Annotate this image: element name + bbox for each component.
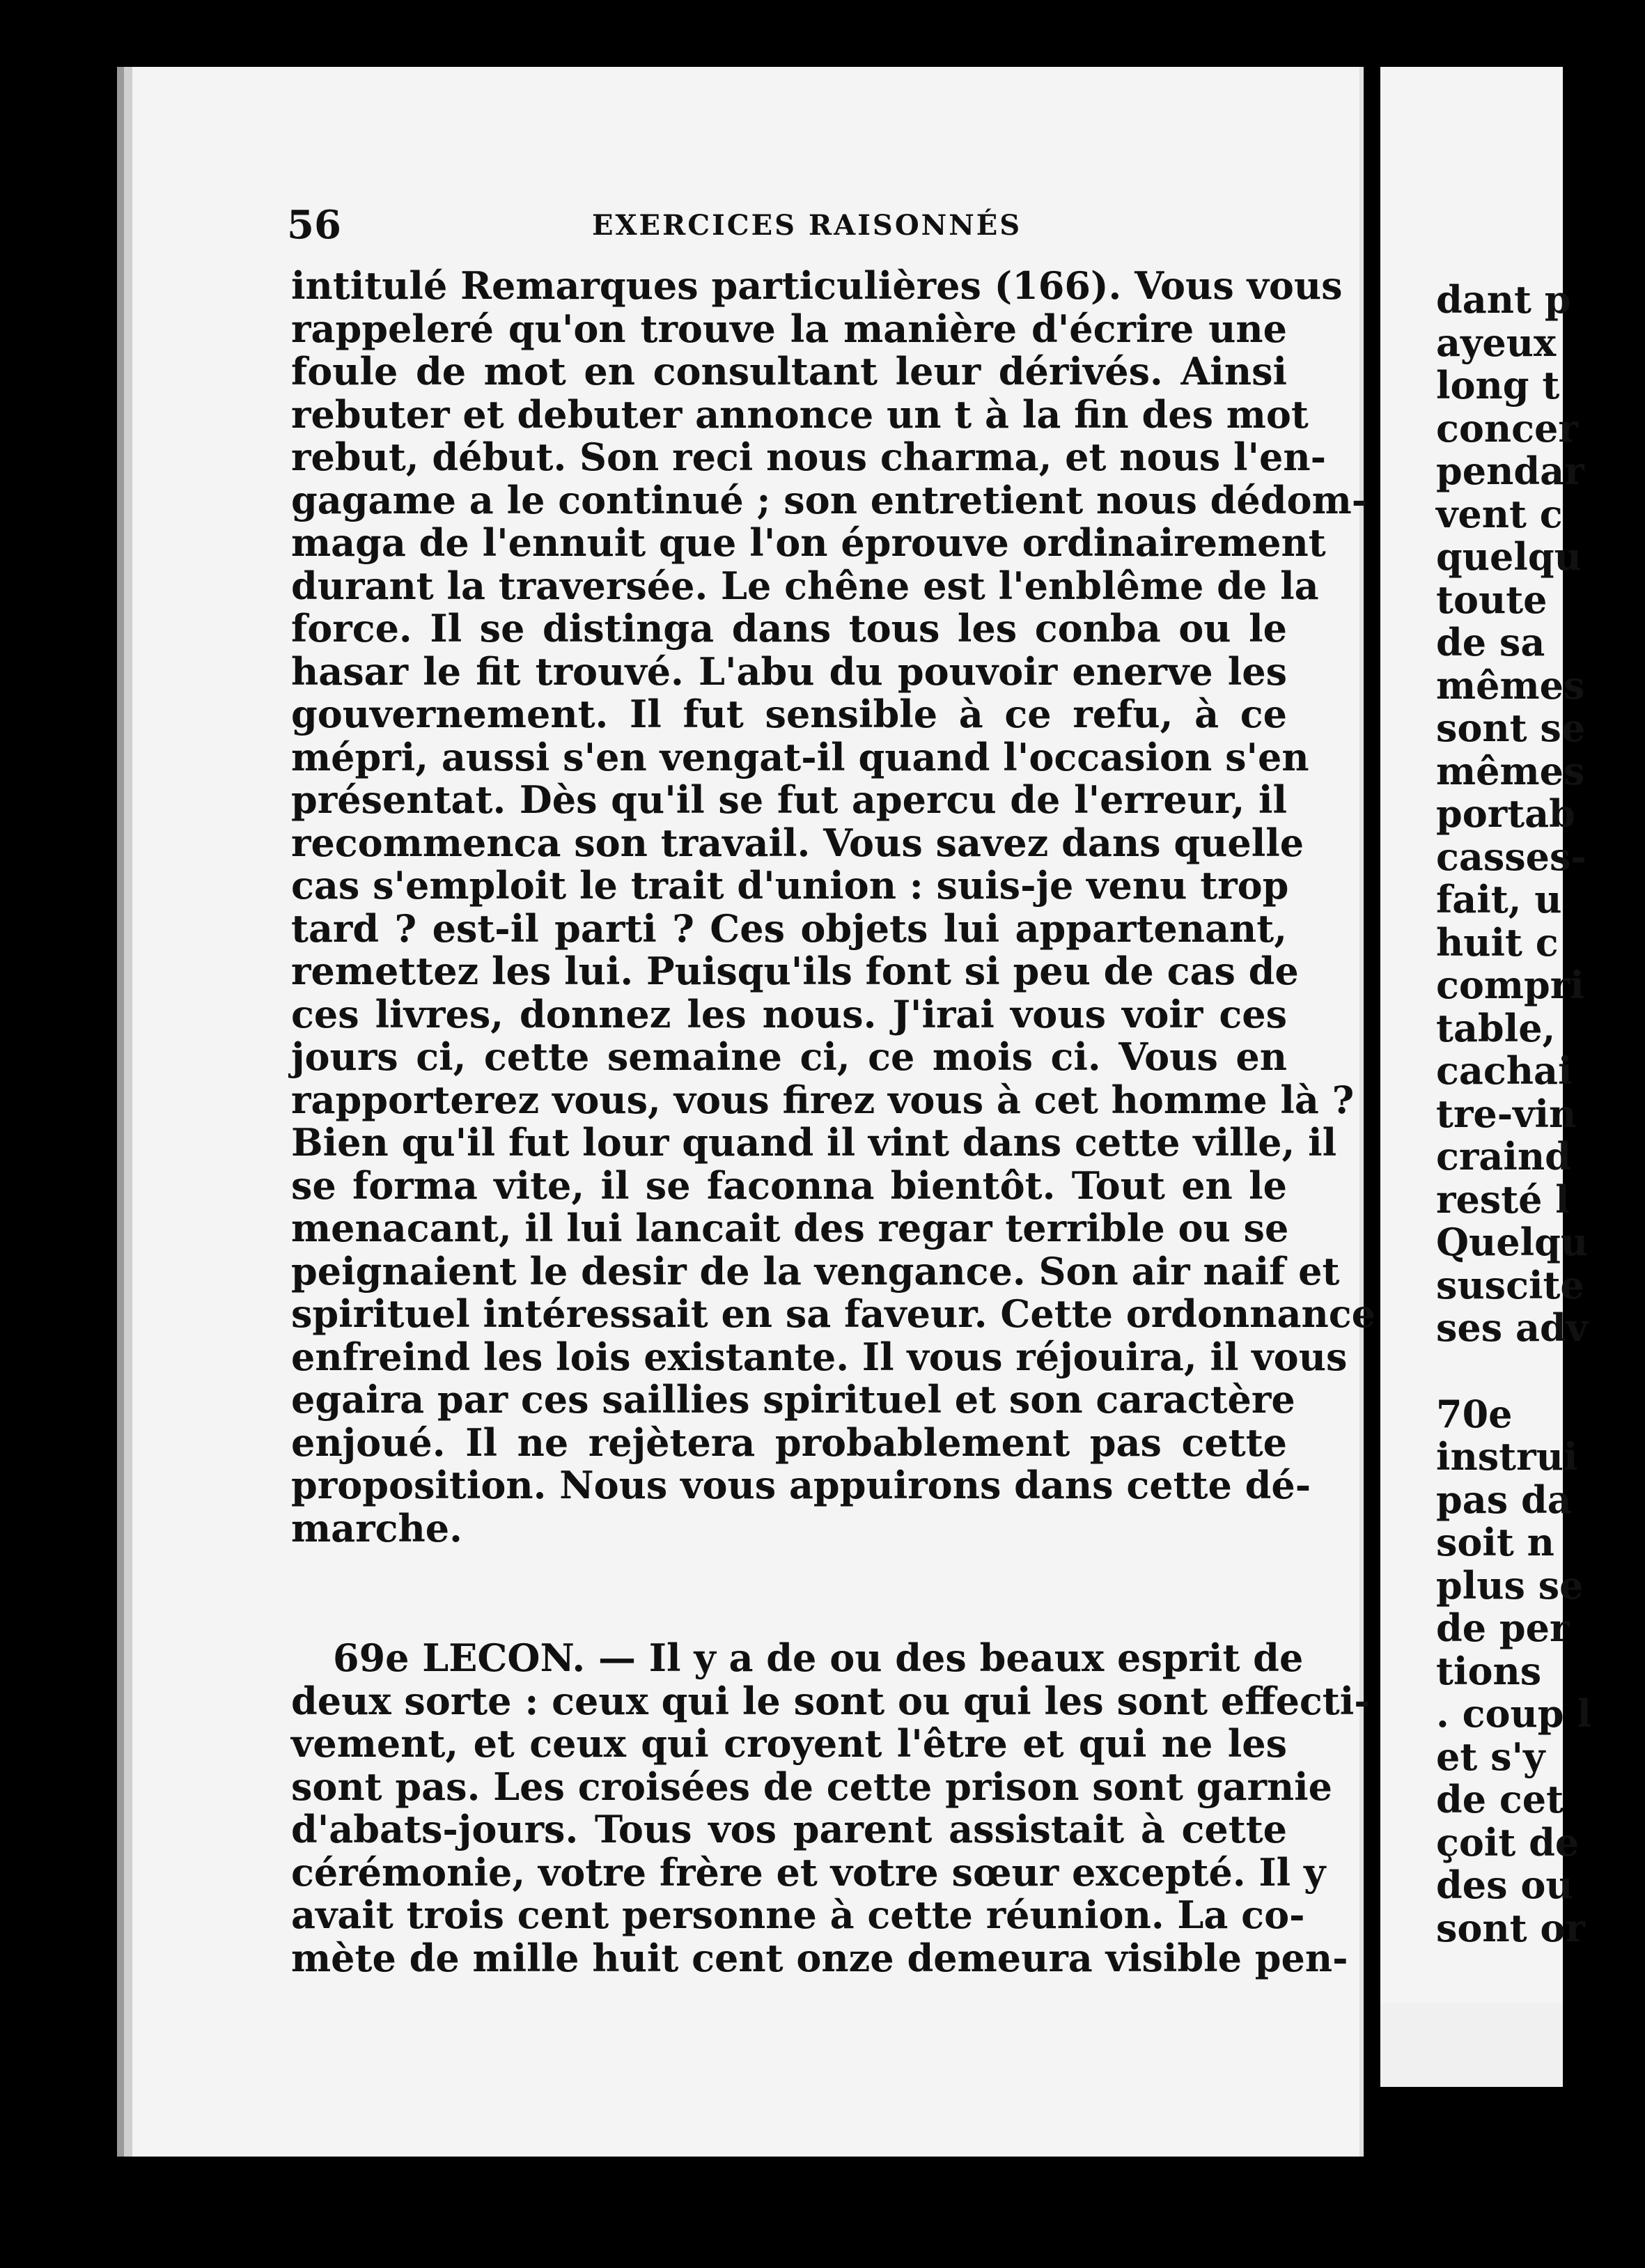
text-line: mète de mille huit cent onze demeura visible pen-: [291, 1935, 1348, 1980]
right-text-line: fait, u: [1436, 877, 1562, 922]
text-line: cérémonie, votre frère et votre sœur excepté. Il y: [291, 1849, 1326, 1895]
text-line: foule de mot en consultant leur dérivés. Ainsi: [291, 349, 1287, 394]
text-line: se forma vite, il se faconna bientôt. Tout en le: [291, 1163, 1287, 1208]
right-text-line: toute: [1436, 577, 1547, 622]
text-line: menacant, il lui lancait des regar terrible ou se: [291, 1206, 1289, 1250]
right-text-line: sont se: [1436, 706, 1586, 750]
right-text-line: dant p: [1436, 277, 1571, 322]
running-title: EXERCICES RAISONNÉS: [592, 209, 1022, 242]
text-line: rebuter et debuter annonce un t à la fin des mot: [291, 391, 1309, 437]
right-page-margin: [1380, 2003, 1563, 2087]
text-line: rappeleré qu'on trouve la manière d'écrire une: [291, 306, 1287, 351]
text-line: gagame a le continué ; son entretient nous dédom-: [291, 477, 1368, 522]
right-text-line: concer: [1436, 405, 1578, 451]
right-text-line: compri: [1436, 963, 1584, 1007]
right-text-line: tions: [1436, 1648, 1542, 1693]
text-line: gouvernement. Il fut sensible à ce refu, à ce: [291, 692, 1287, 736]
right-text-line: . coup l: [1436, 1691, 1591, 1736]
right-text-line: ses adv: [1436, 1305, 1589, 1350]
main-text-block: [291, 263, 1375, 1980]
text-line: deux sorte : ceux qui le sont ou qui les sont effecti-: [291, 1678, 1370, 1723]
right-text-line: tre-vin: [1436, 1091, 1577, 1136]
right-text-line: mêmes: [1436, 748, 1585, 793]
text-line: enjoué. Il ne rejètera probablement pas cette: [291, 1420, 1287, 1465]
text-line: maga de l'ennuit que l'on éprouve ordinairement: [291, 520, 1326, 565]
right-text-line: huit c: [1436, 919, 1559, 965]
text-line: proposition. Nous vous appuirons dans cette dé-: [291, 1463, 1311, 1507]
paragraph-gap: [1436, 1350, 1645, 1393]
text-line: peignaient le desir de la vengance. Son air naif et: [291, 1248, 1340, 1294]
right-text-line: çoit de: [1436, 1819, 1580, 1865]
right-text-line: ayeux: [1436, 320, 1557, 365]
right-text-line: mêmes: [1436, 662, 1585, 708]
text-line: rapporterez vous, vous firez vous à cet homme là ?: [291, 1077, 1355, 1122]
lesson-heading-line: 69e LECON. — Il y a de ou des beaux esprit de: [333, 1636, 1304, 1680]
text-line: avait trois cent personne à cette réunion. La co-: [291, 1893, 1305, 1937]
right-text-line: resté l: [1436, 1176, 1570, 1222]
text-line: sont pas. Les croisées de cette prison sont garnie: [291, 1764, 1333, 1809]
page-number: 56: [287, 202, 341, 248]
text-line: hasar le fit trouvé. L'abu du pouvoir enerve les: [291, 648, 1287, 694]
right-text-line: de per: [1436, 1606, 1570, 1650]
right-text-line: pendar: [1436, 449, 1584, 493]
right-text-line: suscite: [1436, 1262, 1584, 1307]
text-line: cas s'emploit le trait d'union : suis-je venu trop: [291, 863, 1289, 908]
right-text-line: des ou: [1436, 1863, 1573, 1907]
text-line: durant la traversée. Le chêne est l'enblême de la: [291, 563, 1319, 608]
right-text-line: de cet: [1436, 1777, 1564, 1822]
text-line: mépri, aussi s'en vengat-il quand l'occasion s'en: [291, 734, 1309, 779]
right-text-line: casses-: [1436, 834, 1586, 879]
right-text-line: cachai: [1436, 1048, 1573, 1093]
text-line: ces livres, donnez les nous. J'irai vous voir ces: [291, 991, 1287, 1036]
text-line: Bien qu'il fut lour quand il vint dans cette ville, il: [291, 1120, 1337, 1165]
right-text-line: vent c: [1436, 491, 1563, 536]
text-line: vement, et ceux qui croyent l'être et qui ne les: [291, 1721, 1287, 1766]
text-line: jours ci, cette semaine ci, ce mois ci. Vous en: [291, 1034, 1287, 1079]
running-head: [287, 202, 1297, 248]
right-text-line: instrui: [1436, 1434, 1578, 1479]
text-line: remettez les lui. Puisqu'ils font si peu de cas de: [291, 949, 1299, 993]
text-line: spirituel intéressait en sa faveur. Cette ordonnance: [291, 1291, 1375, 1336]
right-text-line: soit n: [1436, 1520, 1554, 1564]
text-line: egaira par ces saillies spirituel et son caractère: [291, 1377, 1295, 1422]
right-text-line: long t: [1436, 363, 1560, 407]
paragraph-gap: [291, 1550, 1287, 1637]
right-page-text: [1436, 279, 1645, 1950]
text-line: présentat. Dès qu'il se fut apercu de l'erreur, il: [291, 777, 1287, 822]
text-line: intitulé Remarques particulières (166). Vous vous: [291, 263, 1343, 308]
text-line: recommenca son travail. Vous savez dans quelle: [291, 820, 1304, 865]
right-text-line: table,: [1436, 1005, 1556, 1050]
right-text-line: portab: [1436, 791, 1575, 836]
right-text-line: pas da: [1436, 1477, 1572, 1522]
right-text-line: quelqu: [1436, 534, 1582, 579]
right-text-line: et s'y: [1436, 1734, 1545, 1779]
text-line: tard ? est-il parti ? Ces objets lui appartenant,: [291, 906, 1287, 951]
text-line: force. Il se distinga dans tous les conba ou le: [291, 606, 1287, 651]
right-text-line: plus se: [1436, 1562, 1584, 1608]
right-text-line: 70e: [1436, 1391, 1513, 1436]
text-line: enfreind les lois existante. Il vous réjouira, il vous: [291, 1334, 1348, 1379]
text-line: d'abats-jours. Tous vos parent assistait à cette: [291, 1807, 1287, 1851]
right-text-line: Quelqu: [1436, 1220, 1589, 1264]
right-text-line: de sa: [1436, 620, 1545, 665]
right-text-line: sont or: [1436, 1905, 1585, 1950]
text-line: rebut, début. Son reci nous charma, et nous l'en-: [291, 435, 1327, 479]
text-line: marche.: [291, 1505, 462, 1551]
right-text-line: craind: [1436, 1134, 1571, 1179]
